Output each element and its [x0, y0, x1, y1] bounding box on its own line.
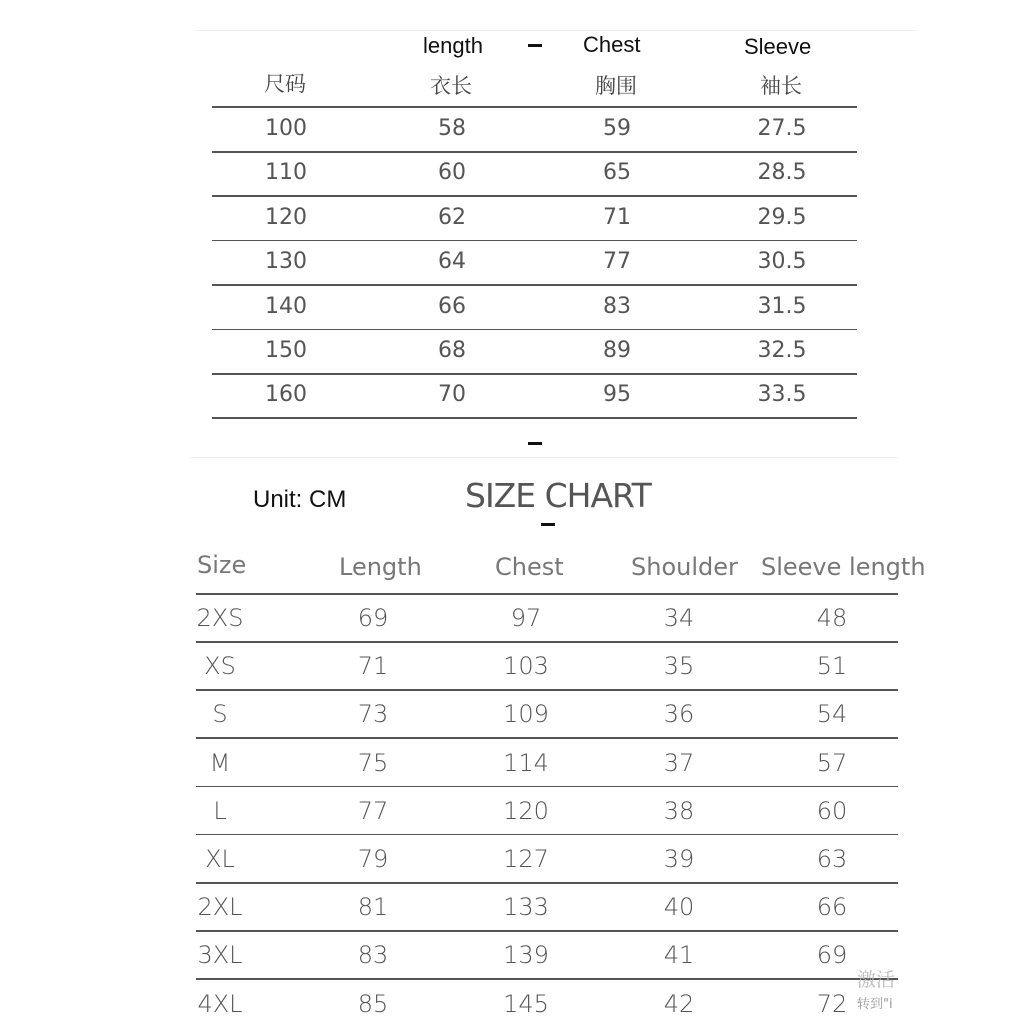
header-chest: Chest — [495, 553, 564, 581]
measurement-cell: 97 — [510, 604, 542, 632]
measurement-cell: 62 — [438, 204, 466, 230]
measurement-cell: 54 — [816, 700, 848, 729]
header-length: Length — [339, 553, 422, 581]
header-size-cn: 尺码 — [264, 72, 306, 96]
measurement-cell: 65 — [603, 160, 631, 186]
measurement-cell: 58 — [438, 116, 466, 141]
measurement-cell: 33.5 — [757, 382, 807, 408]
measurement-cell: 39 — [663, 845, 695, 873]
measurement-cell: 109 — [503, 700, 549, 729]
size-cell: 140 — [265, 293, 307, 319]
size-chart-title: SIZE CHART — [465, 476, 651, 515]
measurement-cell: 79 — [357, 845, 389, 873]
measurement-cell: 70 — [438, 382, 466, 408]
overlay-label-sleeve: Sleeve — [744, 34, 812, 59]
measurement-cell: 73 — [357, 700, 389, 729]
size-label-cell: 3XL — [197, 941, 243, 970]
measurement-cell: 59 — [603, 116, 631, 141]
measurement-cell: 48 — [816, 604, 848, 632]
size-label-cell: S — [212, 700, 228, 729]
row-rule — [196, 930, 898, 932]
dash-mark — [541, 523, 555, 526]
measurement-cell: 68 — [438, 338, 466, 363]
measurement-cell: 40 — [663, 893, 695, 922]
measurement-cell: 63 — [816, 845, 848, 873]
measurement-cell: 77 — [357, 796, 389, 825]
top-divider — [195, 30, 917, 31]
header-sleeve-length: Sleeve length — [761, 553, 926, 581]
measurement-cell: 36 — [663, 700, 695, 729]
overlay-label-chest: Chest — [583, 32, 641, 57]
measurement-cell: 28.5 — [757, 160, 807, 186]
measurement-cell: 41 — [663, 941, 695, 970]
size-cell: 160 — [265, 382, 307, 408]
measurement-cell: 51 — [816, 652, 848, 681]
measurement-cell: 69 — [357, 604, 389, 632]
measurement-cell: 133 — [503, 893, 549, 922]
size-label-cell: 2XS — [196, 604, 244, 632]
measurement-cell: 85 — [357, 989, 389, 1018]
measurement-cell: 30.5 — [757, 249, 807, 275]
measurement-cell: 27.5 — [757, 116, 807, 141]
overlay-label-length: length — [423, 33, 483, 58]
measurement-cell: 35 — [663, 652, 695, 681]
header-length-cn: 衣长 — [430, 74, 472, 98]
measurement-cell: 81 — [357, 893, 389, 922]
row-rule — [196, 786, 898, 788]
row-rule — [212, 329, 857, 331]
row-rule — [212, 151, 857, 153]
header-rule — [212, 106, 857, 108]
row-rule — [196, 641, 898, 643]
measurement-cell: 103 — [503, 652, 549, 681]
measurement-cell: 145 — [503, 989, 549, 1018]
measurement-cell: 66 — [438, 293, 466, 319]
size-cell: 120 — [265, 204, 307, 230]
measurement-cell: 139 — [503, 941, 549, 970]
measurement-cell: 32.5 — [757, 338, 807, 363]
row-rule — [212, 373, 857, 375]
measurement-cell: 37 — [663, 748, 695, 777]
header-rule — [196, 593, 898, 595]
size-cell: 100 — [265, 116, 307, 141]
unit-label: Unit: CM — [253, 486, 347, 513]
measurement-cell: 71 — [603, 204, 631, 230]
size-label-cell: M — [209, 748, 231, 777]
size-cell: 110 — [265, 160, 307, 186]
measurement-cell: 72 — [816, 989, 848, 1018]
measurement-cell: 60 — [816, 796, 848, 825]
measurement-cell: 42 — [663, 989, 695, 1018]
size-label-cell: 4XL — [197, 989, 243, 1018]
measurement-cell: 95 — [603, 382, 631, 408]
measurement-cell: 38 — [663, 796, 695, 825]
size-cell: 130 — [265, 249, 307, 275]
measurement-cell: 60 — [438, 160, 466, 186]
measurement-cell: 66 — [816, 893, 848, 922]
size-label-cell: L — [213, 796, 227, 825]
measurement-cell: 127 — [503, 845, 549, 873]
measurement-cell: 71 — [357, 652, 389, 681]
row-rule — [196, 834, 898, 836]
measurement-cell: 75 — [357, 748, 389, 777]
measurement-cell: 83 — [357, 941, 389, 970]
measurement-cell: 64 — [438, 249, 466, 275]
row-rule — [196, 737, 898, 739]
measurement-cell: 29.5 — [757, 204, 807, 230]
header-size: Size — [197, 551, 247, 579]
measurement-cell: 120 — [503, 796, 549, 825]
watermark-line-1: 激活 — [857, 969, 896, 991]
size-label-cell: 2XL — [197, 893, 243, 922]
row-rule — [212, 240, 857, 242]
watermark-line-2: 转到"i — [857, 997, 893, 1012]
row-rule — [212, 284, 857, 286]
size-label-cell: XS — [204, 652, 236, 681]
size-label-cell: XL — [205, 845, 235, 873]
measurement-cell: 89 — [603, 338, 631, 363]
measurement-cell: 69 — [816, 941, 848, 970]
row-rule — [196, 882, 898, 884]
header-chest-cn: 胸围 — [595, 74, 637, 98]
measurement-cell: 114 — [503, 748, 549, 777]
header-shoulder: Shoulder — [631, 553, 738, 581]
row-rule — [212, 195, 857, 197]
measurement-cell: 34 — [663, 604, 695, 632]
dash-mark — [528, 44, 542, 47]
row-rule — [196, 978, 898, 980]
measurement-cell: 57 — [816, 748, 848, 777]
measurement-cell: 83 — [603, 293, 631, 319]
measurement-cell: 77 — [603, 249, 631, 275]
size-cell: 150 — [265, 338, 307, 363]
middle-divider — [190, 457, 898, 458]
row-rule — [212, 417, 857, 419]
dash-mark — [528, 442, 542, 445]
header-sleeve-cn: 袖长 — [760, 74, 802, 98]
row-rule — [196, 689, 898, 691]
measurement-cell: 31.5 — [757, 293, 807, 319]
